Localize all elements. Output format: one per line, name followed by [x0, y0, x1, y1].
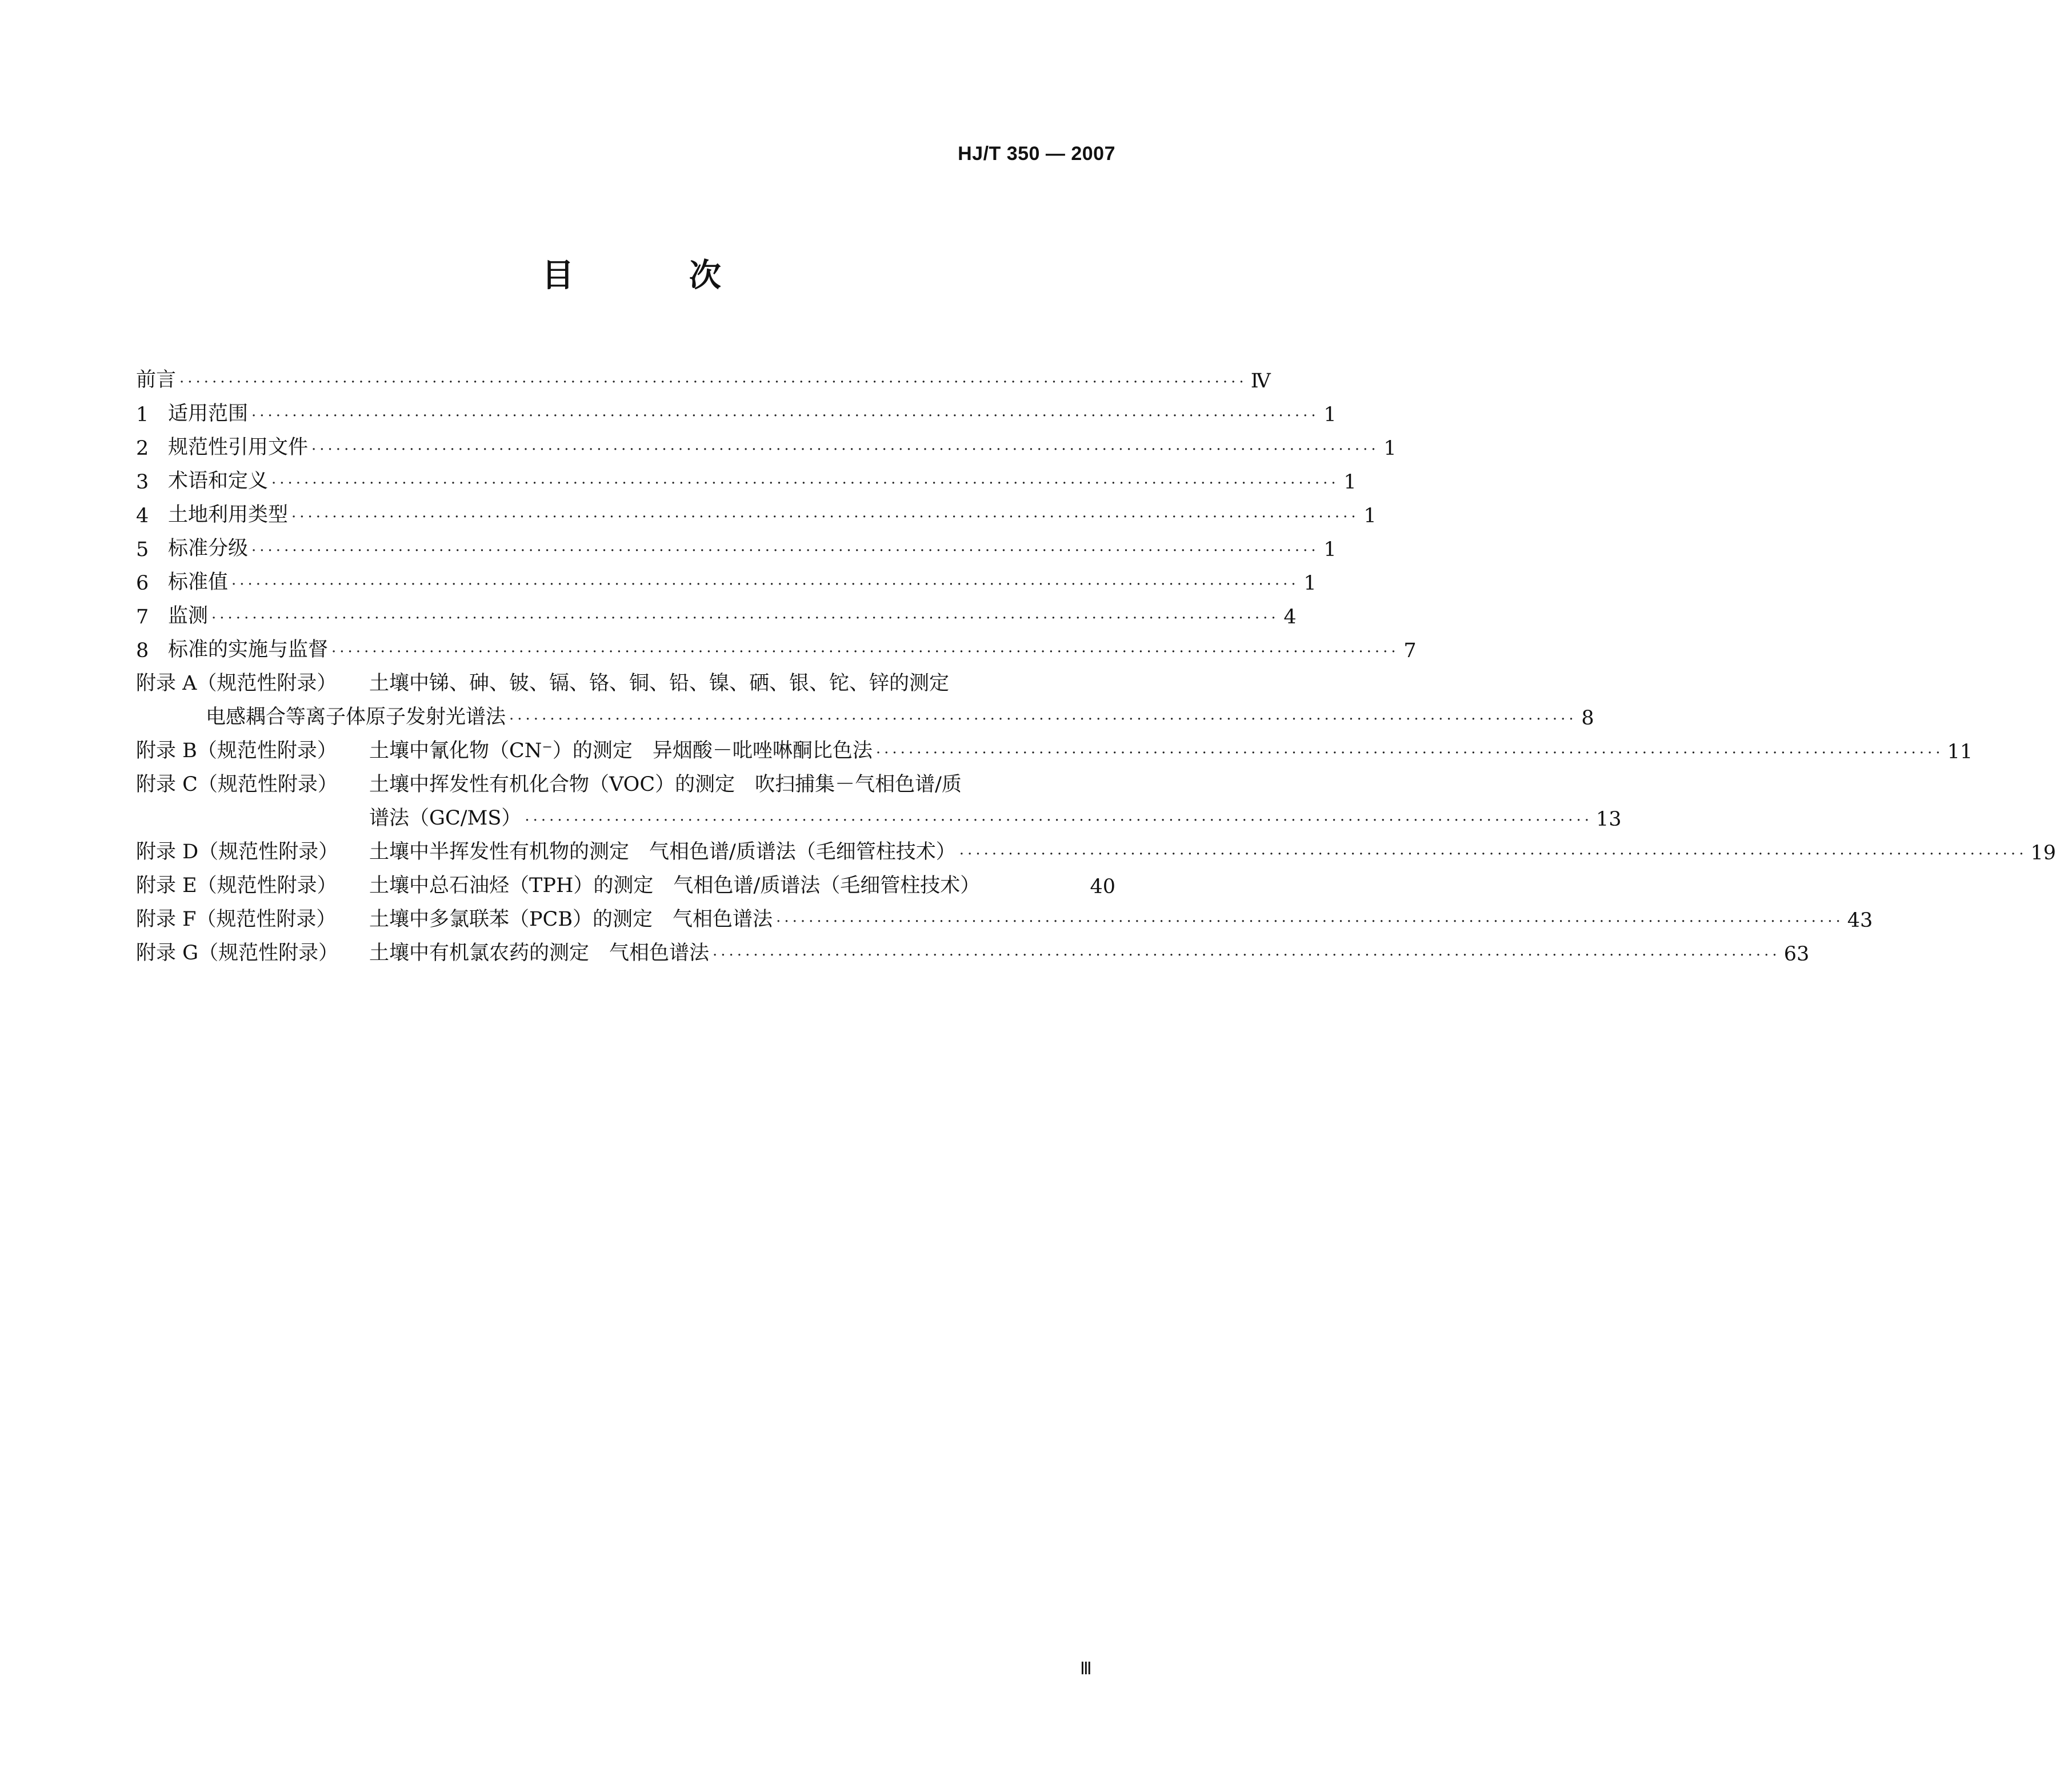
- toc-entry-page: 7: [1403, 639, 1417, 662]
- toc-entry-chapter[interactable]: [136, 426, 1397, 460]
- toc-entry-page: 1: [1323, 403, 1337, 426]
- dot-leader: ···································································································································: [251, 542, 1319, 559]
- dot-leader: ···································································································································: [251, 407, 1319, 425]
- dot-leader: ···································································································································: [179, 374, 1247, 391]
- dot-leader: ···································································································································: [713, 947, 1781, 964]
- toc-entry-number: 2: [136, 437, 149, 460]
- toc-entry-label: 土地利用类型: [168, 503, 289, 526]
- dot-leader: ···································································································································: [291, 509, 1359, 526]
- toc-entry-label: 监测: [168, 605, 209, 627]
- toc-entry-label: 土壤中挥发性有机化合物（VOC）的测定 吹扫捕集－气相色谱/质: [369, 773, 962, 796]
- dot-leader: ···································································································································: [331, 643, 1399, 661]
- toc-entry-page: 1: [1323, 538, 1337, 561]
- dot-leader: ···································································································································: [231, 576, 1299, 593]
- toc-entry-label: 土壤中总石油烃（TPH）的测定 气相色谱/质谱法（毛细管柱技术）: [369, 874, 981, 897]
- toc-entry-page: 19: [2030, 842, 2056, 865]
- toc-entry-appendix-b[interactable]: [136, 730, 1973, 763]
- toc-entry-label: 规范性引用文件: [168, 436, 309, 459]
- toc-appendix-prefix: 附录 G（规范性附录）: [136, 942, 339, 965]
- toc-entry-appendix-c-continuation[interactable]: [136, 797, 1622, 831]
- toc-entry-chapter[interactable]: [136, 393, 1337, 426]
- toc-entry-number: 6: [136, 572, 149, 595]
- page-number: Ⅲ: [1080, 1659, 1092, 1678]
- toc-entry-label-continued: 谱法（GC/MS）: [369, 807, 522, 830]
- toc-entry-page: 1: [1363, 505, 1377, 527]
- standard-code: HJ/T 350 — 2007: [958, 143, 1115, 165]
- toc-entry-appendix-c[interactable]: [136, 763, 1115, 797]
- dot-leader: ···································································································································: [959, 846, 2027, 863]
- toc-appendix-prefix: 附录 E（规范性附录）: [136, 874, 337, 897]
- dot-leader: ···································································································································: [311, 441, 1379, 458]
- toc-entry-number: 4: [136, 505, 149, 527]
- toc-entry-label: 土壤中锑、砷、铍、镉、铬、铜、铅、镍、硒、银、铊、锌的测定: [369, 672, 950, 695]
- toc-entry-page: 1: [1383, 437, 1397, 460]
- toc-entry-chapter[interactable]: [136, 527, 1337, 561]
- toc-entry-page: Ⅳ: [1250, 370, 1271, 393]
- toc-entry-label: 标准的实施与监督: [168, 638, 329, 661]
- toc-appendix-prefix: 附录 F（规范性附录）: [136, 908, 337, 931]
- toc-entry-foreword[interactable]: [136, 359, 1271, 393]
- toc-appendix-prefix: 附录 D（规范性附录）: [136, 841, 339, 863]
- toc-entry-page: 1: [1303, 572, 1317, 595]
- toc-entry-appendix-a[interactable]: [136, 662, 1115, 696]
- toc-entry-appendix-f[interactable]: [136, 898, 1873, 932]
- toc-entry-appendix-d[interactable]: [136, 831, 2056, 865]
- toc-entry-label: 术语和定义: [168, 470, 269, 493]
- toc-appendix-prefix: 附录 A（规范性附录）: [136, 672, 337, 695]
- toc-entry-page: 43: [1847, 909, 1873, 932]
- dot-leader: ···································································································································: [875, 745, 1944, 762]
- toc-entry-label: 土壤中有机氯农药的测定 气相色谱法: [369, 942, 710, 965]
- toc-entry-appendix-g[interactable]: [136, 932, 1810, 966]
- toc-entry-label-continued: 电感耦合等离子体原子发射光谱法: [206, 706, 506, 729]
- toc-entry-chapter[interactable]: [136, 629, 1417, 662]
- toc-entry-number: 1: [136, 403, 149, 426]
- toc-entry-page: 4: [1283, 606, 1297, 629]
- toc-entry-number: 5: [136, 538, 149, 561]
- toc-entry-label: 土壤中氰化物（CN⁻）的测定 异烟酸－吡唑啉酮比色法: [369, 739, 873, 762]
- dot-leader: ···································································································································: [776, 913, 1844, 930]
- toc-appendix-prefix: 附录 C（规范性附录）: [136, 773, 338, 796]
- dot-leader: ···································································································································: [271, 475, 1339, 492]
- toc-entry-number: 8: [136, 639, 149, 662]
- toc-entry-chapter[interactable]: [136, 460, 1357, 494]
- toc-entry-page: 1: [1343, 471, 1357, 494]
- toc-entry-appendix-e[interactable]: [136, 865, 1115, 898]
- toc-entry-number: 7: [136, 606, 149, 629]
- toc-entry-label: 前言: [136, 369, 177, 391]
- toc-entry-label: 土壤中半挥发性有机物的测定 气相色谱/质谱法（毛细管柱技术）: [369, 841, 956, 863]
- dot-leader: ···································································································································: [525, 812, 1593, 829]
- toc-entry-label: 标准分级: [168, 537, 249, 560]
- dot-leader: ···································································································································: [509, 711, 1577, 728]
- toc-entry-chapter[interactable]: [136, 595, 1297, 629]
- page-title: 目 次: [542, 257, 763, 294]
- toc-entry-chapter[interactable]: [136, 561, 1317, 595]
- toc-entry-page: 8: [1581, 707, 1594, 730]
- toc-entry-number: 3: [136, 471, 149, 494]
- toc-entry-page: 13: [1596, 808, 1622, 831]
- toc-entry-chapter[interactable]: [136, 494, 1377, 527]
- table-of-contents: [136, 359, 2056, 966]
- toc-entry-appendix-a-continuation[interactable]: [136, 696, 1594, 730]
- toc-entry-page: 11: [1947, 741, 1973, 763]
- toc-entry-label: 适用范围: [168, 402, 249, 425]
- toc-entry-label: 土壤中多氯联苯（PCB）的测定 气相色谱法: [369, 908, 773, 931]
- toc-appendix-prefix: 附录 B（规范性附录）: [136, 739, 337, 762]
- toc-entry-page: 63: [1783, 943, 1810, 966]
- dot-leader: ···································································································································: [211, 610, 1279, 627]
- toc-entry-label: 标准值: [168, 571, 229, 594]
- toc-entry-page: 40: [1090, 875, 1115, 898]
